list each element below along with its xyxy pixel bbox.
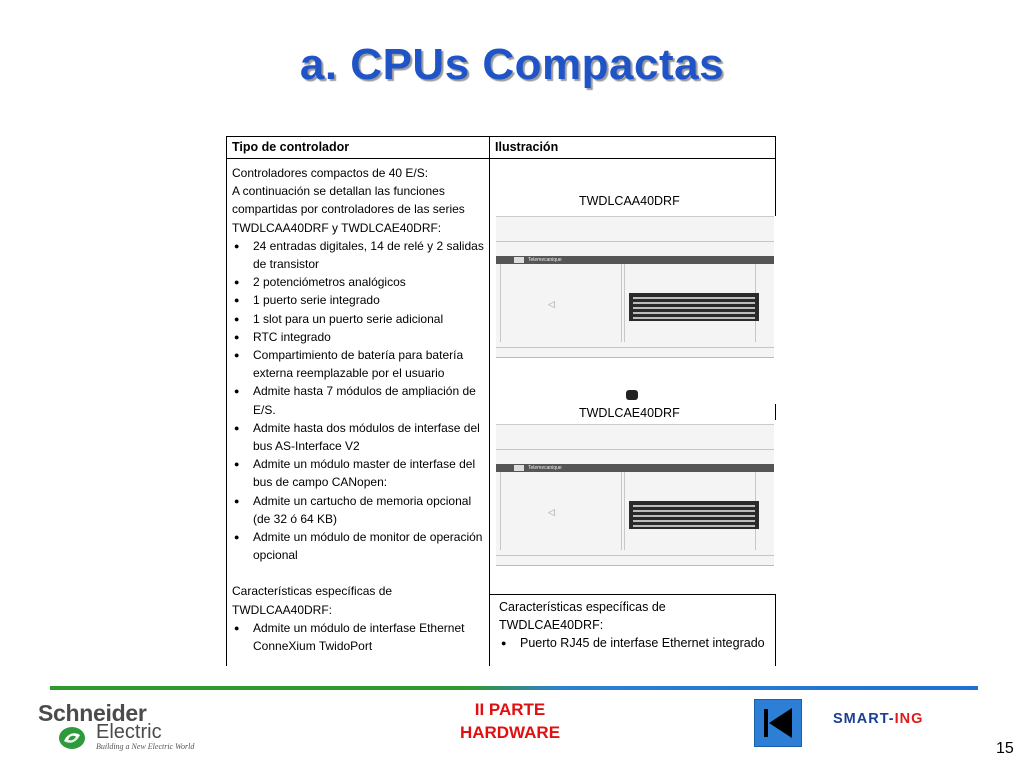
controller-table — [226, 136, 776, 666]
left-specific-item: ● Admite un módulo de interfase Ethernet ConneXium TwidoPort — [232, 619, 490, 655]
right-specific-list — [499, 634, 773, 652]
section-label-line1: II PARTE — [474, 700, 546, 719]
first-slide-button[interactable] — [754, 699, 802, 747]
schneider-logo-icon — [58, 726, 86, 750]
feature-item: ● 2 potenciómetros analógicos — [232, 273, 490, 291]
feature-item: ● 24 entradas digitales, 14 de relé y 2 salidas de transistor — [232, 237, 490, 273]
left-specific-line: TWDLCAA40DRF: — [232, 602, 333, 617]
left-specific-line: Características específicas de — [232, 584, 393, 599]
feature-item: ● Admite un módulo de monitor de operación opcional — [232, 528, 490, 564]
feature-item: ● Compartimiento de batería para batería externa reemplazable por el usuario — [232, 346, 490, 382]
device-brand-label: Telemecanique — [528, 465, 562, 471]
feature-item: ● RTC integrado — [232, 328, 490, 346]
skip-back-icon — [755, 700, 801, 746]
slot-arrow-icon: ◁ — [548, 507, 555, 517]
right-specific-line: Características específicas de — [499, 600, 666, 614]
intro-line: Controladores compactos de 40 E/S: — [232, 166, 429, 180]
intro-line: TWDLCAA40DRF y TWDLCAE40DRF: — [232, 220, 442, 235]
device-brand-label: Telemecanique — [528, 257, 562, 263]
header-ilustracion: Ilustración — [495, 140, 559, 154]
controller-description — [232, 164, 490, 655]
page-number: 15 — [996, 740, 1014, 757]
feature-item: ● 1 puerto serie integrado — [232, 291, 490, 309]
io-led-panel — [629, 501, 759, 529]
header-tipo: Tipo de controlador — [232, 140, 350, 154]
feature-item: ● 1 slot para un puerto serie adicional — [232, 310, 490, 328]
schneider-electric-text: Electric — [96, 721, 162, 743]
slide-title: a. CPUs Compactas — [299, 40, 725, 89]
intro-line: compartidas por controladores de las series — [232, 202, 465, 217]
schneider-tagline: Building a New Electric World — [96, 742, 195, 751]
feature-item: ● Admite hasta 7 módulos de ampliación de E/S. — [232, 382, 490, 418]
smart-logo-accent: ING — [894, 711, 924, 727]
intro-line: A continuación se detallan las funciones — [232, 184, 445, 199]
left-specific-list — [232, 619, 490, 655]
footer-divider — [50, 686, 978, 690]
feature-item: ● Admite un módulo master de interfase del bus de campo CANopen: — [232, 455, 490, 491]
section-label — [410, 698, 610, 744]
io-led-panel — [629, 293, 759, 321]
model-label-cae: TWDLCAE40DRF — [579, 406, 680, 420]
smart-ing-logo — [833, 711, 923, 727]
schneider-logo-text: Schneider — [38, 700, 147, 726]
plc-image-cae — [496, 424, 774, 566]
feature-item: ● Admite hasta dos módulos de interfase del bus AS-Interface V2 — [232, 419, 490, 455]
smart-logo-main: SMART- — [833, 711, 895, 727]
model-label-caa: TWDLCAA40DRF — [579, 194, 680, 208]
slot-arrow-icon: ◁ — [548, 299, 555, 309]
right-specific-block — [499, 598, 773, 653]
connector-icon — [626, 390, 638, 400]
right-specific-item: ● Puerto RJ45 de interfase Ethernet integrado — [499, 634, 773, 652]
right-specific-line: TWDLCAE40DRF: — [499, 618, 604, 633]
feature-item: ● Admite un cartucho de memoria opcional (de 32 ó 64 KB) — [232, 492, 490, 528]
plc-image-caa — [496, 216, 774, 358]
section-label-line2: HARDWARE — [459, 723, 561, 742]
feature-list — [232, 237, 490, 565]
